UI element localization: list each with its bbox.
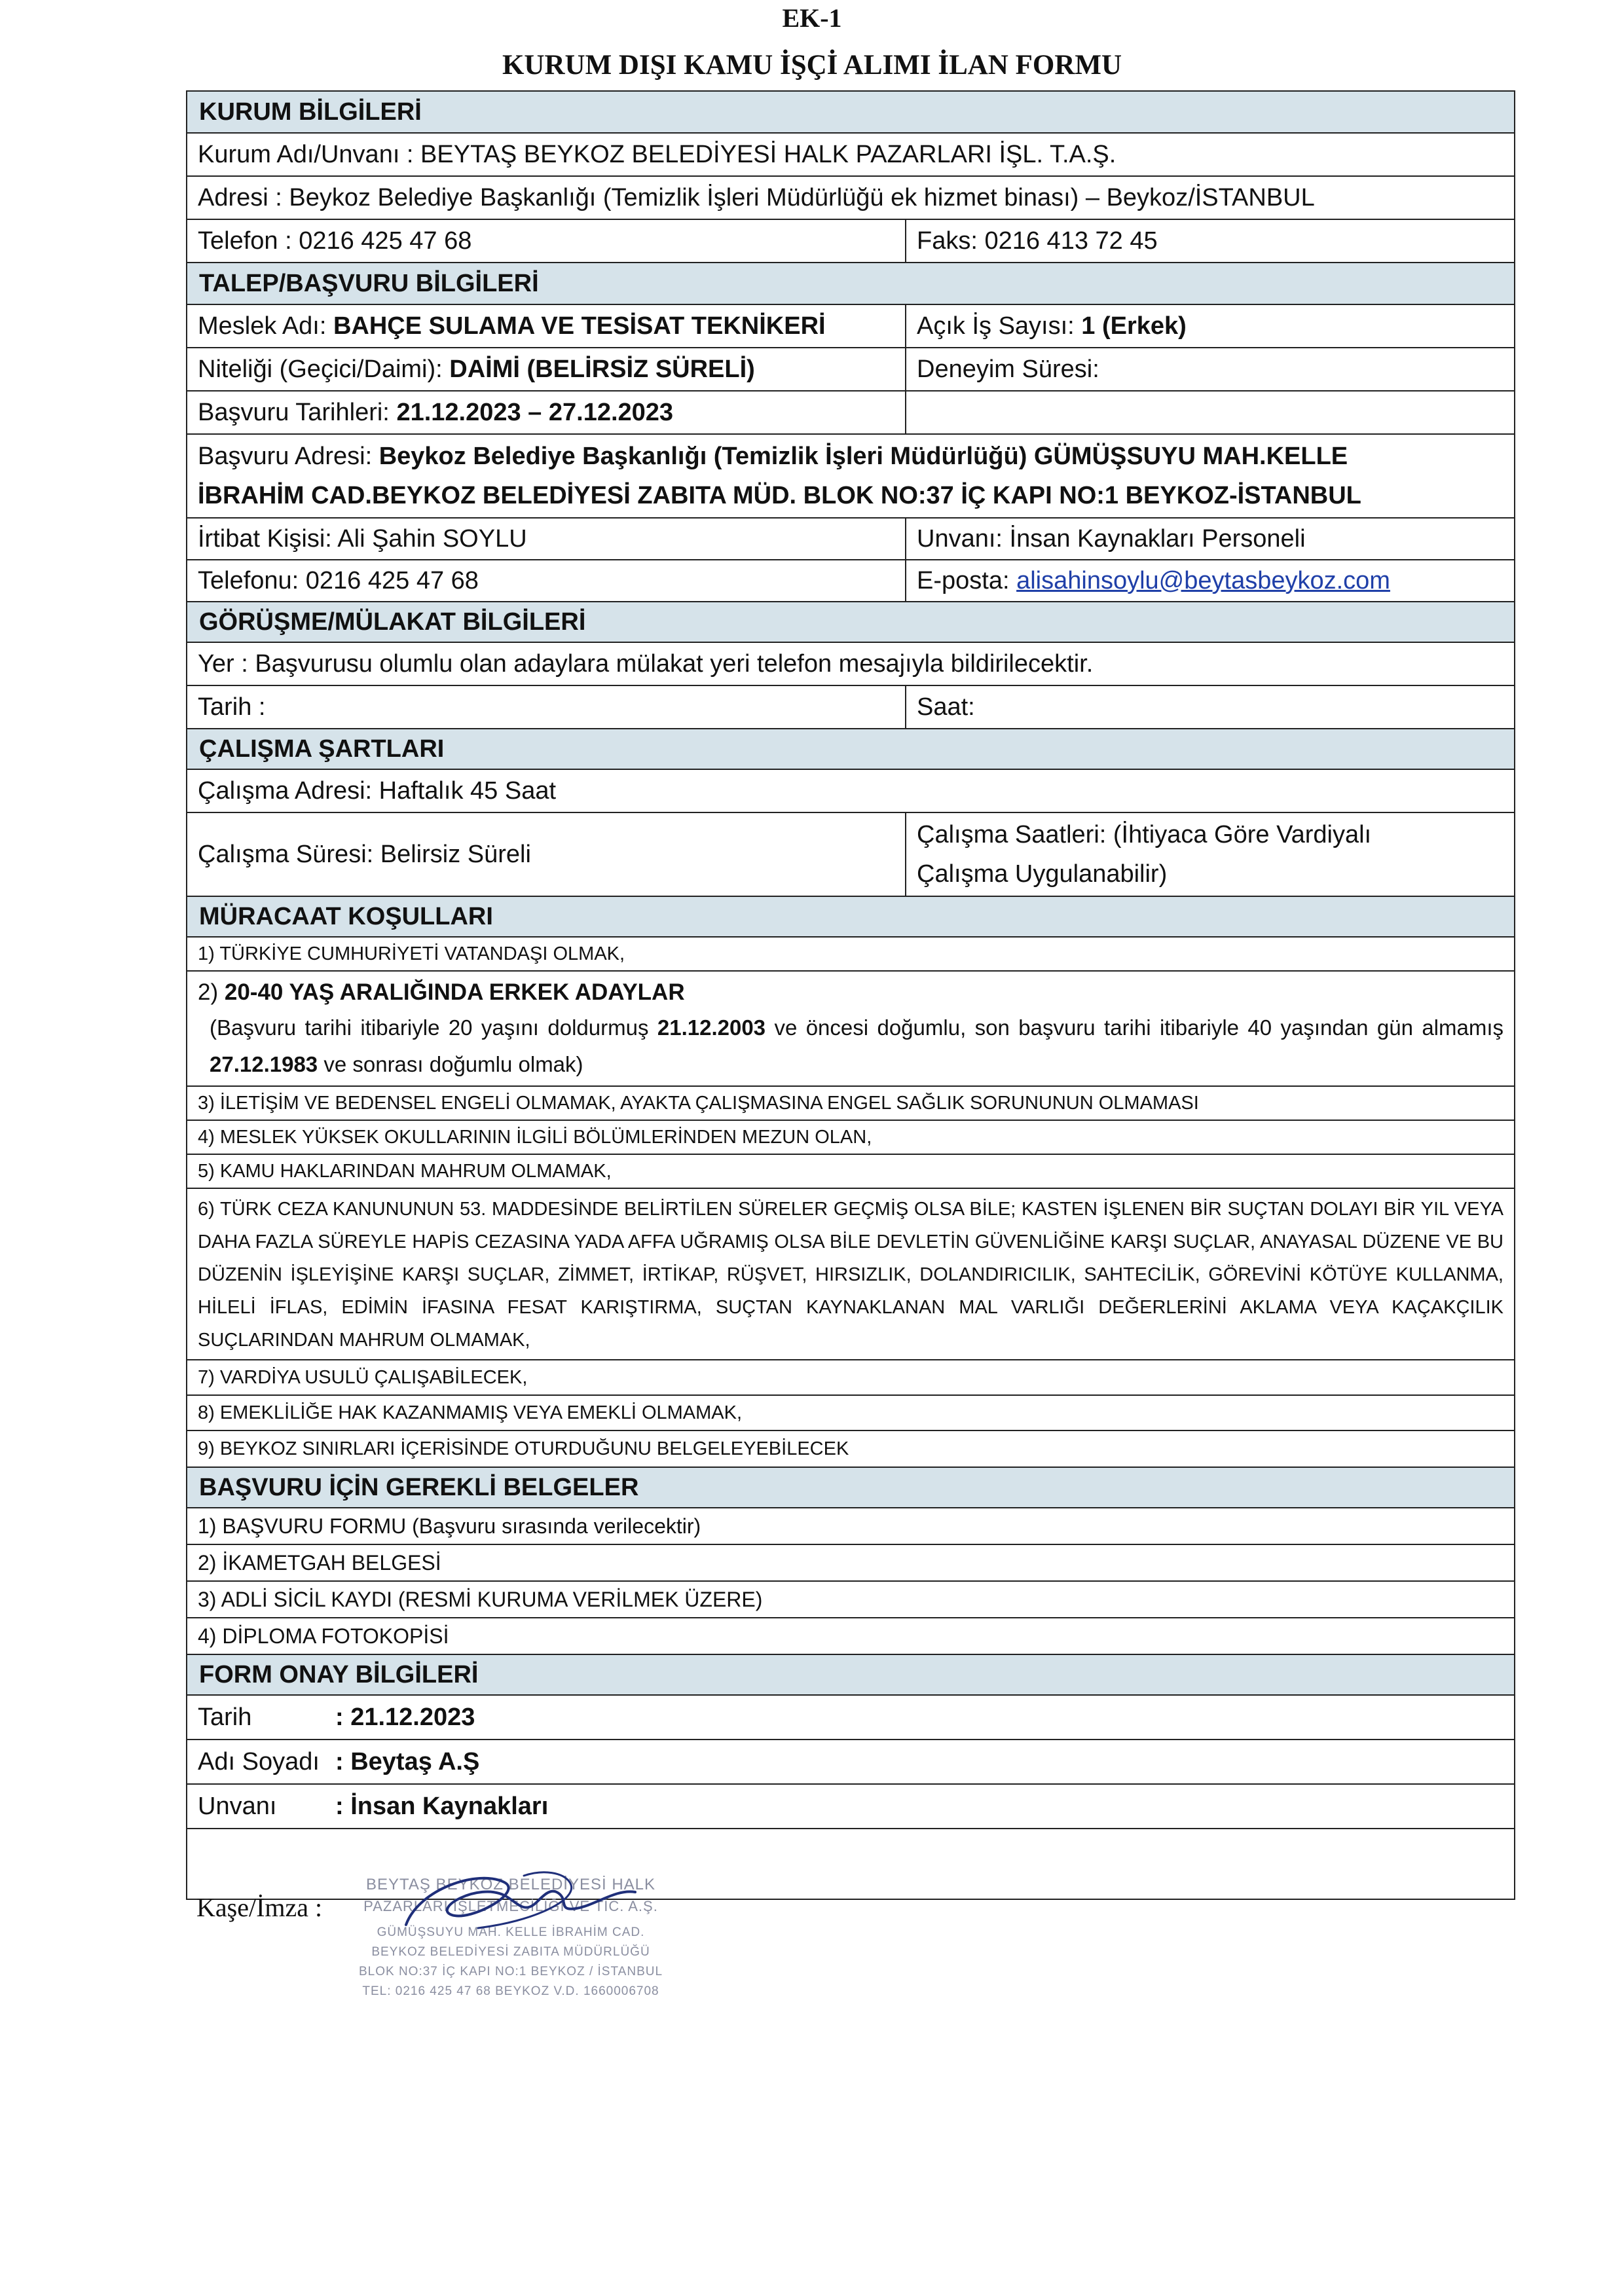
kurum-adres: Adresi : Beykoz Belediye Başkanlığı (Temizlik İşleri Müdürlüğü ek hizmet binası) – Beykoz/İSTANBUL [198, 183, 1315, 211]
section-title: FORM ONAY BİLGİLERİ [199, 1660, 479, 1688]
row-tarih-saat [186, 685, 1515, 728]
row-kurum-adres [186, 175, 1515, 219]
signature-icon [308, 1863, 714, 1941]
section-title: TALEP/BAŞVURU BİLGİLERİ [199, 269, 539, 297]
kase-imza-label: Kaşe/İmza : [196, 1893, 323, 1922]
criterion-3 [186, 1085, 1515, 1120]
criterion-8 [186, 1394, 1515, 1430]
section-header-gorusme [186, 601, 1515, 642]
adres-label: Başvuru Adresi: [198, 443, 373, 470]
section-header-onay [186, 1654, 1515, 1694]
row-niteligi [186, 347, 1515, 390]
tarih-label: Başvuru Tarihleri: [198, 398, 390, 426]
document-3 [186, 1580, 1515, 1617]
acik-is-value: 1 (Erkek) [1081, 312, 1187, 340]
stamp-line-1: BEYTAŞ BEYKOZ BELEDİYESİ HALK [365, 1876, 656, 1893]
onay-tarih-label: Tarih [198, 1703, 252, 1731]
irtibat-telefon: Telefonu: 0216 425 47 68 [187, 560, 906, 601]
company-stamp [308, 1876, 714, 2052]
niteligi-label: Niteliği (Geçici/Daimi): [198, 355, 443, 383]
mulakat-saat: Saat: [917, 693, 975, 721]
row-calisma-suresi [186, 812, 1515, 896]
section-header-belgeler [186, 1467, 1515, 1507]
criterion-part: yaşından gün almamış [1280, 1015, 1504, 1040]
stamp-line-4: BEYKOZ BELEDİYESİ ZABITA MÜDÜRLÜĞÜ [371, 1945, 650, 1959]
criterion-text: 1) TÜRKİYE CUMHURİYETİ VATANDAŞI OLMAK, [198, 943, 625, 964]
irtibat-kisisi: İrtibat Kişisi: Ali Şahin SOYLU [187, 519, 906, 559]
section-header-kurum [186, 90, 1515, 132]
kase-imza-cell [187, 1829, 198, 1899]
niteligi [187, 348, 906, 390]
onay-unvan [187, 1785, 548, 1828]
criterion-text: 8) EMEKLİLİĞE HAK KAZANMAMIŞ VEYA EMEKLİ OLMAMAK, [198, 1402, 743, 1423]
acik-is-label: Açık İş Sayısı: [917, 312, 1075, 340]
criterion-date: 21.12.2003 [657, 1015, 766, 1040]
application-form [186, 90, 1515, 1900]
onay-unvan-label: Unvanı [198, 1792, 277, 1820]
stamp-line-6: TEL: 0216 425 47 68 BEYKOZ V.D. 1660006708 [362, 1984, 659, 1998]
meslek [187, 305, 906, 347]
document-4 [186, 1617, 1515, 1654]
stamp-line-5: BLOK NO:37 İÇ KAPI NO:1 BEYKOZ / İSTANBUL [358, 1965, 663, 1978]
document-text: 4) DİPLOMA FOTOKOPİSİ [198, 1624, 449, 1648]
section-title: ÇALIŞMA ŞARTLARI [199, 735, 445, 763]
document-text: 1) BAŞVURU FORMU (Başvuru sırasında verilecektir) [198, 1514, 701, 1538]
row-meslek [186, 304, 1515, 347]
section-title: MÜRACAAT KOŞULLARI [199, 902, 493, 930]
criterion-text: 7) VARDİYA USULÜ ÇALIŞABİLECEK, [198, 1366, 528, 1388]
basvuru-tarihleri [187, 392, 906, 433]
document-text: 3) ADLİ SİCİL KAYDI (RESMİ KURUMA VERİLMEK ÜZERE) [198, 1587, 763, 1611]
adres-line-1: Beykoz Belediye Başkanlığı (Temizlik İşleri Müdürlüğü) GÜMÜŞSUYU MAH.KELLE [378, 443, 1348, 470]
row-yer [186, 642, 1515, 685]
calisma-suresi: Çalışma Süresi: Belirsiz Süreli [187, 813, 906, 896]
annex-label: EK-1 [782, 3, 842, 33]
section-header-talep [186, 262, 1515, 304]
criterion-9 [186, 1430, 1515, 1467]
criterion-date: 27.12.1983 [210, 1052, 318, 1076]
row-basvuru-tarihleri [186, 390, 1515, 433]
onay-unvan-value: : İnsan Kaynakları [335, 1792, 549, 1820]
row-irtibat [186, 517, 1515, 559]
criterion-text [187, 972, 1514, 1085]
onay-adi [187, 1740, 479, 1783]
meslek-value: BAHÇE SULAMA VE TESİSAT TEKNİKERİ [333, 312, 826, 340]
row-onay-tarih [186, 1694, 1515, 1739]
basvuru-adresi [187, 435, 1361, 517]
criterion-5 [186, 1154, 1515, 1188]
criterion-number: 2) [198, 979, 219, 1005]
criterion-bold: 20-40 YAŞ ARALIĞINDA ERKEK ADAYLAR [224, 979, 685, 1005]
eposta-link[interactable]: alisahinsoylu@beytasbeykoz.com [1016, 566, 1390, 594]
criterion-part: ve öncesi doğumlu, son başvuru tarihi itibariyle 40 [774, 1015, 1272, 1040]
row-calisma-adresi [186, 769, 1515, 812]
adres-line-2: İBRAHİM CAD.BEYKOZ BELEDİYESİ ZABITA MÜD. BLOK NO:37 İÇ KAPI NO:1 BEYKOZ-İSTANBUL [198, 482, 1361, 509]
criterion-2 [186, 970, 1515, 1085]
section-header-muracaat [186, 896, 1515, 936]
document-2 [186, 1544, 1515, 1580]
section-header-calisma [186, 728, 1515, 769]
tarih-value: 21.12.2023 – 27.12.2023 [396, 398, 674, 426]
onay-tarih-value: : 21.12.2023 [335, 1703, 475, 1731]
meslek-label: Meslek Adı: [198, 312, 327, 340]
acik-is [906, 305, 1514, 347]
onay-adi-label: Adı Soyadı [198, 1747, 320, 1776]
criterion-text: 5) KAMU HAKLARINDAN MAHRUM OLMAMAK, [198, 1160, 612, 1182]
criterion-7 [186, 1359, 1515, 1394]
section-title: KURUM BİLGİLERİ [199, 98, 422, 126]
criterion-4 [186, 1120, 1515, 1154]
stamp-line-3: GÜMÜŞSUYU MAH. KELLE İBRAHİM CAD. [377, 1925, 645, 1939]
kurum-telefon: Telefon : 0216 425 47 68 [187, 220, 906, 262]
stamp-line-2: PAZARLARI İŞLETMECİLİĞİ VE TİC. A.Ş. [363, 1898, 658, 1914]
row-kurum-adi [186, 132, 1515, 175]
calisma-adresi: Çalışma Adresi: Haftalık 45 Saat [198, 776, 557, 805]
mulakat-tarih: Tarih : [187, 686, 906, 728]
row-telefon-eposta [186, 559, 1515, 601]
criterion-1 [186, 936, 1515, 970]
calisma-saatleri-line-1: Çalışma Saatleri: (İhtiyaca Göre Vardiyalı [917, 821, 1372, 848]
niteligi-value: DAİMİ (BELİRSİZ SÜRELİ) [449, 355, 755, 383]
deneyim-suresi: Deneyim Süresi: [917, 355, 1099, 383]
page-title: KURUM DIŞI KAMU İŞÇİ ALIMI İLAN FORMU [502, 50, 1122, 81]
kurum-adi: Kurum Adı/Unvanı : BEYTAŞ BEYKOZ BELEDİYESİ HALK PAZARLARI İŞL. T.A.Ş. [198, 140, 1116, 168]
mulakat-yer: Yer : Başvurusu olumlu olan adaylara mülakat yeri telefon mesajıyla bildirilecektir. [198, 649, 1094, 678]
row-basvuru-adresi [186, 433, 1515, 517]
criterion-text: 9) BEYKOZ SINIRLARI İÇERİSİNDE OTURDUĞUNU BELGELEYEBİLECEK [198, 1438, 849, 1459]
row-onay-adi [186, 1739, 1515, 1783]
section-title: GÖRÜŞME/MÜLAKAT BİLGİLERİ [199, 608, 586, 636]
eposta-label: E-posta: [917, 566, 1010, 594]
irtibat-unvan: Unvanı: İnsan Kaynakları Personeli [917, 524, 1306, 553]
document-text: 2) İKAMETGAH BELGESİ [198, 1550, 441, 1575]
criterion-part: ve sonrası doğumlu olmak) [323, 1052, 583, 1076]
document-1 [186, 1507, 1515, 1544]
row-kurum-telefon [186, 219, 1515, 262]
eposta [906, 560, 1514, 601]
criterion-6 [186, 1188, 1515, 1359]
row-onay-unvan [186, 1783, 1515, 1828]
section-title: BAŞVURU İÇİN GEREKLİ BELGELER [199, 1473, 639, 1501]
onay-tarih [187, 1696, 475, 1739]
kurum-faks: Faks: 0216 413 72 45 [917, 227, 1158, 255]
onay-adi-value: : Beytaş A.Ş [335, 1747, 480, 1776]
calisma-saatleri [906, 813, 1514, 896]
criterion-text: 3) İLETİŞİM VE BEDENSEL ENGELİ OLMAMAK, AYAKTA ÇALIŞMASINA ENGEL SAĞLIK SORUNUNUN OLMAMASI [198, 1092, 1199, 1114]
criterion-text: 4) MESLEK YÜKSEK OKULLARININ İLGİLİ BÖLÜMLERİNDEN MEZUN OLAN, [198, 1126, 872, 1148]
criterion-part: (Başvuru tarihi itibariyle 20 yaşını doldurmuş [210, 1015, 649, 1040]
calisma-saatleri-line-2: Çalışma Uygulanabilir) [917, 860, 1168, 888]
criterion-text: 6) TÜRK CEZA KANUNUNUN 53. MADDESİNDE BELİRTİLEN SÜRELER GEÇMİŞ OLSA BİLE; KASTEN İŞLENEN BİR SUÇTAN DOLAYI BİR YIL VEYA DAHA FAZLA SÜREYLE HAPİS CEZASINA YADA AFFA UĞRAMIŞ OLSA BİLE DEVLETİN GÜVENLİĞİNE KARŞI SUÇLAR, ANAYASAL DÜZENE VE BU DÜZENİN İŞLEYİŞİNE KARŞI SUÇLAR, ZİMMET, İRTİKAP, RÜŞVET, HIRSIZLIK, DOLANDIRICILIK, SAHTECİLİK, GÖREVİNİ KÖTÜYE KULLANMA, HİLELİ İFLAS, EDİMİN İFASINA FESAT KARIŞTIRMA, SUÇTAN KAYNAKLANAN MAL VARLIĞI DEĞERLERİNİ AKLAMA VEYA KAÇAKÇILIK SUÇLARINDAN MAHRUM OLMAMAK, [198, 1199, 1504, 1351]
